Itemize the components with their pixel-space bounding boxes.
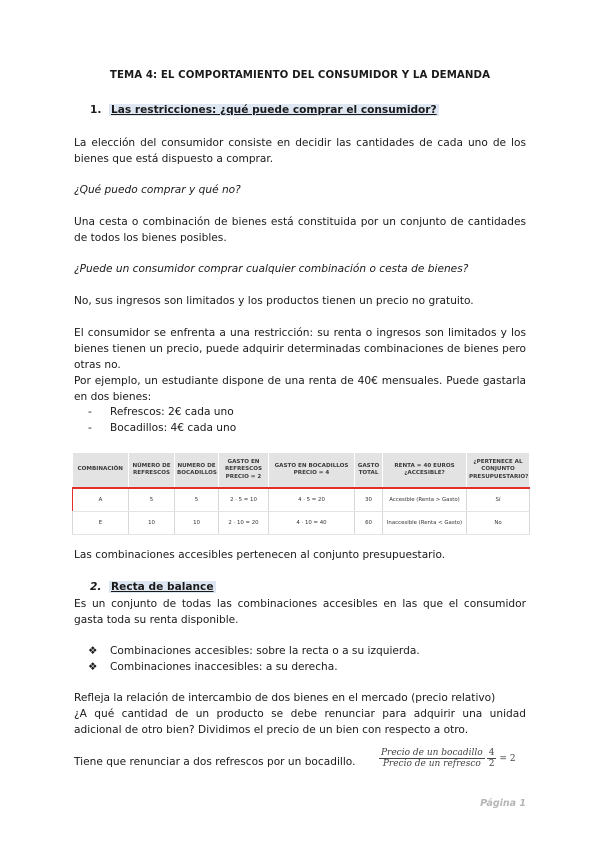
section-1-heading [90, 104, 439, 116]
table-cell: 4 · 10 = 40 [269, 512, 355, 535]
table-header-cell: GASTO EN BOCADILLOS PRECIO = 4 [269, 453, 355, 488]
list-item-text: Bocadillos: 4€ cada uno [110, 422, 237, 434]
table-cell: 10 [175, 512, 219, 535]
dash-marker: - [88, 422, 92, 434]
formula-fraction [379, 748, 485, 769]
section-1-number: 1. [90, 104, 102, 116]
paragraph: Tiene que renunciar a dos refrescos por un bocadillo. [74, 756, 356, 768]
table-cell: Inaccesible (Renta < Gasto) [383, 512, 467, 535]
combinations-table [72, 453, 530, 535]
table-cell: 4 · 5 = 20 [269, 488, 355, 512]
paragraph: ¿A qué cantidad de un producto se debe renunciar para adquirir una unidad adicional de otro bien? Dividimos el precio de un bien con respecto a otro. [74, 708, 526, 736]
table-cell: Accesible (Renta > Gasto) [383, 488, 467, 512]
table-cell: 5 [129, 488, 175, 512]
table-row [73, 488, 530, 512]
formula-numerator-value: 4 [488, 748, 495, 758]
formula-denominator-value: 2 [488, 759, 495, 769]
list-item [88, 644, 420, 660]
table-header-cell: NÚMERO DE REFRESCOS [129, 453, 175, 488]
table-cell: Sí [467, 488, 530, 512]
paragraph: Una cesta o combinación de bienes está constituida por un conjunto de cantidades de todos los bienes posibles. [74, 216, 526, 244]
section-2-heading [90, 581, 216, 593]
list-item [88, 660, 338, 676]
table-cell: No [467, 512, 530, 535]
relative-price-formula [379, 748, 516, 769]
paragraph: No, sus ingresos son limitados y los productos tienen un precio no gratuito. [74, 295, 474, 307]
dash-marker: - [88, 406, 92, 418]
diamond-bullet-icon: ❖ [88, 645, 98, 657]
paragraph: Las combinaciones accesibles pertenecen al conjunto presupuestario. [74, 549, 446, 561]
table-header-cell: GASTO EN REFRESCOS PRECIO = 2 [219, 453, 269, 488]
table-cell: A [73, 488, 129, 512]
section-2-number: 2. [90, 581, 102, 593]
paragraph: Es un conjunto de todas las combinaciones accesibles en las que el consumidor gasta toda su renta disponible. [74, 598, 526, 626]
table-cell: E [73, 512, 129, 535]
table-header-cell: NUMERO DE BOCADILLOS [175, 453, 219, 488]
formula-numerator: Precio de un bocadillo [381, 748, 483, 758]
section-1-title: Las restricciones: ¿qué puede comprar el consumidor? [111, 104, 437, 116]
table-row [73, 512, 530, 535]
paragraph: El consumidor se enfrenta a una restricción: su renta o ingresos son limitados y los bienes tienen un precio, puede adquirir determinadas combinaciones de bienes pero otras no. [74, 327, 526, 371]
list-item-text: Refrescos: 2€ cada uno [110, 406, 234, 418]
question: ¿Qué puedo comprar y qué no? [74, 184, 241, 196]
table-header-cell: RENTA = 40 EUROS ¿ACCESIBLE? [383, 453, 467, 488]
table-cell: 30 [355, 488, 383, 512]
list-item [88, 405, 234, 421]
formula-fraction-values [487, 748, 497, 769]
formula-denominator: Precio de un refresco [382, 759, 481, 769]
section-2-title: Recta de balance [111, 581, 214, 593]
page-number: Página 1 [480, 798, 526, 809]
table-header-cell: GASTO TOTAL [355, 453, 383, 488]
list-item-text: Combinaciones accesibles: sobre la recta o a su izquierda. [110, 645, 420, 657]
paragraph: La elección del consumidor consiste en decidir las cantidades de cada uno de los bienes que está dispuesto a comprar. [74, 137, 526, 165]
table-header-cell: COMBINACIÓN [73, 453, 129, 488]
question: ¿Puede un consumidor comprar cualquier combinación o cesta de bienes? [74, 263, 469, 275]
formula-result: = 2 [499, 753, 516, 764]
document-title: TEMA 4: EL COMPORTAMIENTO DEL CONSUMIDOR Y LA DEMANDA [109, 70, 491, 81]
table-header-cell: ¿PERTENECE AL CONJUNTO PRESUPUESTARIO? [467, 453, 530, 488]
table-header-row [73, 453, 530, 488]
paragraph: Refleja la relación de intercambio de dos bienes en el mercado (precio relativo) [74, 692, 496, 704]
list-item [88, 421, 236, 437]
table-cell: 5 [175, 488, 219, 512]
list-item-text: Combinaciones inaccesibles: a su derecha. [110, 661, 338, 673]
paragraph: Por ejemplo, un estudiante dispone de una renta de 40€ mensuales. Puede gastarla en dos bienes: [74, 375, 526, 403]
table-cell: 2 · 5 = 10 [219, 488, 269, 512]
table-cell: 10 [129, 512, 175, 535]
table-cell: 2 · 10 = 20 [219, 512, 269, 535]
table-cell: 60 [355, 512, 383, 535]
diamond-bullet-icon: ❖ [88, 661, 98, 673]
